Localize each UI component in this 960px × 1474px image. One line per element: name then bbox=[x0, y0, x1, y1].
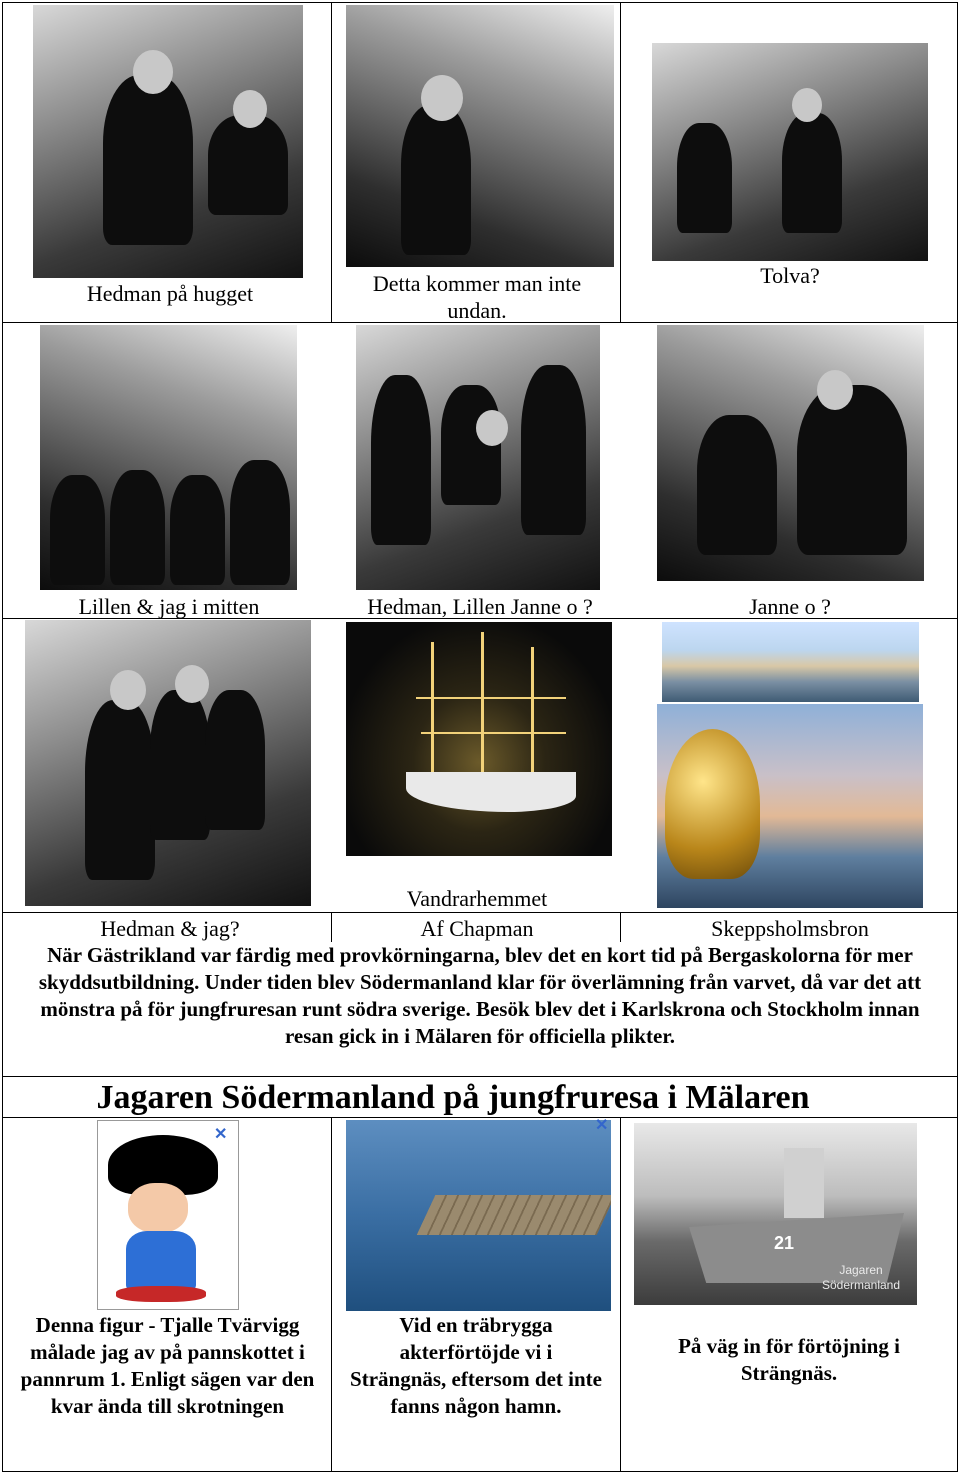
crown bbox=[665, 729, 760, 879]
figure bbox=[85, 700, 155, 880]
mast bbox=[421, 732, 566, 734]
figure bbox=[175, 665, 209, 703]
col-line bbox=[2, 2, 3, 1472]
photo-cannot-escape bbox=[346, 5, 614, 267]
figure bbox=[233, 90, 267, 128]
photo-af-chapman bbox=[346, 622, 612, 856]
hull-number: 21 bbox=[774, 1233, 795, 1253]
figure bbox=[521, 365, 586, 535]
close-icon: ✕ bbox=[214, 1126, 228, 1143]
mast bbox=[481, 632, 484, 792]
photo-hedman-lillen-janne bbox=[356, 325, 600, 590]
caption-r3c2a: Vandrarhemmet bbox=[406, 886, 548, 911]
caption-r3c3: Skeppsholmsbron bbox=[711, 916, 869, 941]
figure bbox=[817, 370, 853, 410]
figure bbox=[230, 460, 290, 585]
cartoon-body bbox=[126, 1231, 196, 1291]
cartoon-shoes bbox=[116, 1286, 206, 1302]
section-heading: Jagaren Södermanland på jungfruresa i Mälaren bbox=[96, 1079, 810, 1116]
figure bbox=[677, 123, 732, 233]
caption-r2c1: Lillen & jag i mitten bbox=[78, 594, 260, 619]
caption-r3c1: Hedman & jag? bbox=[100, 916, 240, 941]
caption-r1c3: Tolva? bbox=[760, 263, 820, 288]
photo-lillen-and-me bbox=[40, 325, 297, 590]
caption-r2c2: Hedman, Lillen Janne o ? bbox=[367, 594, 593, 619]
ship-superstructure bbox=[784, 1148, 824, 1218]
figure bbox=[371, 375, 431, 545]
caption-jetty: Vid en träbrygga akterförtöjde vi i Strängnäs, eftersom det inte fanns någon hamn. bbox=[350, 1313, 602, 1418]
cartoon-face bbox=[128, 1183, 188, 1233]
col-line bbox=[620, 2, 621, 323]
photo-tjalle-tvarvigg bbox=[97, 1120, 239, 1310]
mast bbox=[416, 697, 566, 699]
figure bbox=[205, 690, 265, 830]
mast bbox=[531, 647, 534, 792]
figure bbox=[150, 690, 210, 840]
col-line bbox=[331, 1117, 332, 1472]
col-line bbox=[331, 2, 332, 323]
col-line bbox=[620, 1117, 621, 1472]
photo-tolva bbox=[652, 43, 928, 261]
photo-skeppsholmen-city bbox=[662, 622, 919, 702]
col-line bbox=[331, 912, 332, 942]
caption-r2c3: Janne o ? bbox=[749, 594, 831, 619]
close-icon: ✕ bbox=[595, 1117, 609, 1134]
caption-tjalle: Denna figur - Tjalle Tvärvigg målade jag av på pannskottet i pannrum 1. Enligt sägen var den kvar ända till skrotningen bbox=[20, 1313, 315, 1418]
figure bbox=[421, 75, 463, 121]
photo-sodermanland bbox=[634, 1123, 917, 1305]
photo-hedman-on-duty bbox=[33, 5, 303, 278]
col-line bbox=[620, 912, 621, 942]
photo-skeppsholmsbron bbox=[657, 704, 923, 908]
figure bbox=[208, 115, 288, 215]
caption-r1c1: Hedman på hugget bbox=[86, 281, 254, 306]
ship-hull bbox=[406, 772, 576, 812]
figure bbox=[133, 50, 173, 94]
figure bbox=[797, 385, 907, 555]
figure bbox=[697, 415, 777, 555]
photo-hedman-and-me bbox=[25, 620, 311, 906]
figure bbox=[170, 475, 225, 585]
caption-r1c2: Detta kommer man inte undan. bbox=[372, 271, 582, 323]
photo-wooden-jetty bbox=[346, 1120, 611, 1311]
caption-mooring: På väg in för förtöjning i Strängnäs. bbox=[678, 1334, 900, 1385]
figure bbox=[50, 475, 105, 585]
figure bbox=[782, 113, 842, 233]
figure bbox=[103, 75, 193, 245]
figure bbox=[110, 670, 146, 710]
row-line bbox=[2, 912, 958, 913]
row-line bbox=[2, 1471, 958, 1472]
mast bbox=[431, 642, 434, 792]
row-line bbox=[2, 2, 958, 3]
row-line bbox=[2, 1076, 958, 1077]
figure bbox=[401, 105, 471, 255]
figure bbox=[110, 470, 165, 585]
story-paragraph: När Gästrikland var färdig med provkörningarna, blev det en kort tid på Bergaskolorna för mer skyddsutbildning. Under tiden blev Södermanland klar för överlämning från varvet, då var det att mönstra på för jungfruresan runt södra sverige. Besök blev det i Karlskrona och Stockholm innan resan gick in i Mälaren för officiella plikter. bbox=[38, 943, 922, 1048]
caption-r3c2b: Af Chapman bbox=[420, 916, 534, 941]
photo-janne bbox=[657, 325, 924, 581]
figure bbox=[792, 88, 822, 122]
jetty bbox=[417, 1195, 611, 1235]
ship-watermark: Jagaren Södermanland bbox=[821, 1263, 901, 1292]
col-line bbox=[957, 2, 958, 1472]
figure bbox=[476, 410, 508, 446]
